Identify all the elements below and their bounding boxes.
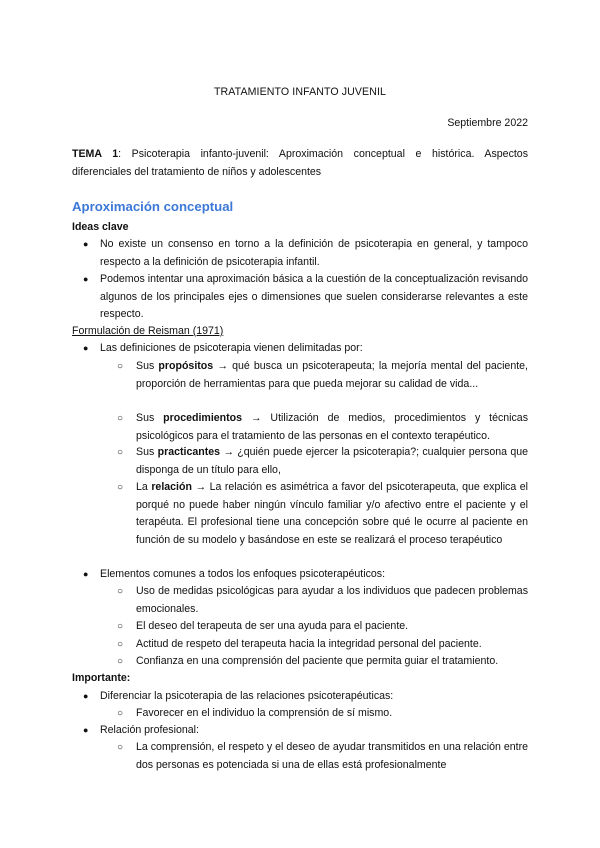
importante-heading: Importante: <box>72 672 131 684</box>
circle-bullet-icon: ○ <box>117 447 124 458</box>
bullet-icon: ● <box>83 691 89 701</box>
sub-list-item: ○ La comprensión, el respeto y el deseo de ayudar transmitidos en una relación entre dos personas es potenciada si una de ellas está profesionalmente <box>117 741 528 771</box>
bullet-icon: ● <box>83 569 89 579</box>
circle-bullet-icon: ○ <box>117 639 124 650</box>
topic-text: : Psicoterapia infanto-juvenil: Aproximación conceptual e histórica. Aspectos diferenciales del tratamiento de niños y adolescentes <box>72 148 528 178</box>
sub-list-item: ○ Sus procedimientos → Utilización de medios, procedimientos y técnicas psicológicos para el tratamiento de las personas en el contexto terapéutico. <box>117 412 528 442</box>
topic-line <box>72 146 528 181</box>
sub-list-item: ○ Confianza en una comprensión del paciente que permita guiar el tratamiento. <box>136 653 528 671</box>
list-item: ● Elementos comunes a todos los enfoques psicoterapéuticos: <box>100 566 528 584</box>
circle-bullet-icon: ○ <box>117 656 124 667</box>
sub-list-item: ○ Actitud de respeto del terapeuta hacia la integridad personal del paciente. <box>136 636 528 654</box>
circle-bullet-icon: ○ <box>117 621 124 632</box>
circle-bullet-icon: ○ <box>117 413 124 424</box>
list-item: ● Relación profesional: <box>100 722 528 740</box>
sub-list-item: ○ Favorecer en el individuo la comprensión de sí mismo. <box>136 705 528 723</box>
section-heading: Aproximación conceptual <box>72 199 234 214</box>
sub-list-item: ○ El deseo del terapeuta de ser una ayuda para el paciente. <box>136 618 528 636</box>
sub-list-item: ○ Uso de medidas psicológicas para ayudar a los individuos que padecen problemas emocionales. <box>117 585 528 615</box>
reisman-heading: Formulación de Reisman (1971) <box>72 325 224 337</box>
circle-bullet-icon: ○ <box>117 742 124 753</box>
circle-bullet-icon: ○ <box>117 708 124 719</box>
sub-list-item: ○ Sus practicantes → ¿quién puede ejercer la psicoterapia?; cualquier persona que disponga de un título para ello, <box>117 446 528 476</box>
circle-bullet-icon: ○ <box>117 586 124 597</box>
bullet-icon: ● <box>83 343 89 353</box>
sub-list-item: ○ La relación → La relación es asimétrica a favor del psicoterapeuta, que explica el porqué no puede haber ningún vínculo familiar y/o afectivo entre el paciente y el terapéuta. El profesional tiene una concepción sobre qué le ocurre al paciente en función de su modelo y basándose en este se realizará el proceso terapéutico <box>117 481 529 546</box>
bullet-icon: ● <box>83 725 89 735</box>
list-item: ● No existe un consenso en torno a la definición de psicoterapia en general, y tampoco respecto a la definición de psicoterapia infantil. <box>83 238 528 268</box>
circle-bullet-icon: ○ <box>117 361 124 372</box>
document-title: TRATAMIENTO INFANTO JUVENIL <box>213 86 387 98</box>
topic-label: TEMA 1 <box>72 148 119 160</box>
document-date: Septiembre 2022 <box>447 117 528 129</box>
list-item: ● Las definiciones de psicoterapia vienen delimitadas por: <box>100 340 528 358</box>
list-item: ● Diferenciar la psicoterapia de las relaciones psicoterapéuticas: <box>100 688 528 706</box>
bullet-icon: ● <box>83 239 89 249</box>
ideas-clave-heading: Ideas clave <box>72 221 129 233</box>
circle-bullet-icon: ○ <box>117 482 124 493</box>
sub-list-item: ○ Sus propósitos → qué busca un psicoterapeuta; la mejoría mental del paciente, proporción de herramientas para que pueda mejorar su calidad de vida... <box>117 360 528 390</box>
bullet-icon: ● <box>83 274 89 284</box>
list-item: ● Podemos intentar una aproximación básica a la cuestión de la conceptualización revisando algunos de los principales ejes o dimensiones que suelen considerarse relevantes a este respecto. <box>83 273 528 320</box>
